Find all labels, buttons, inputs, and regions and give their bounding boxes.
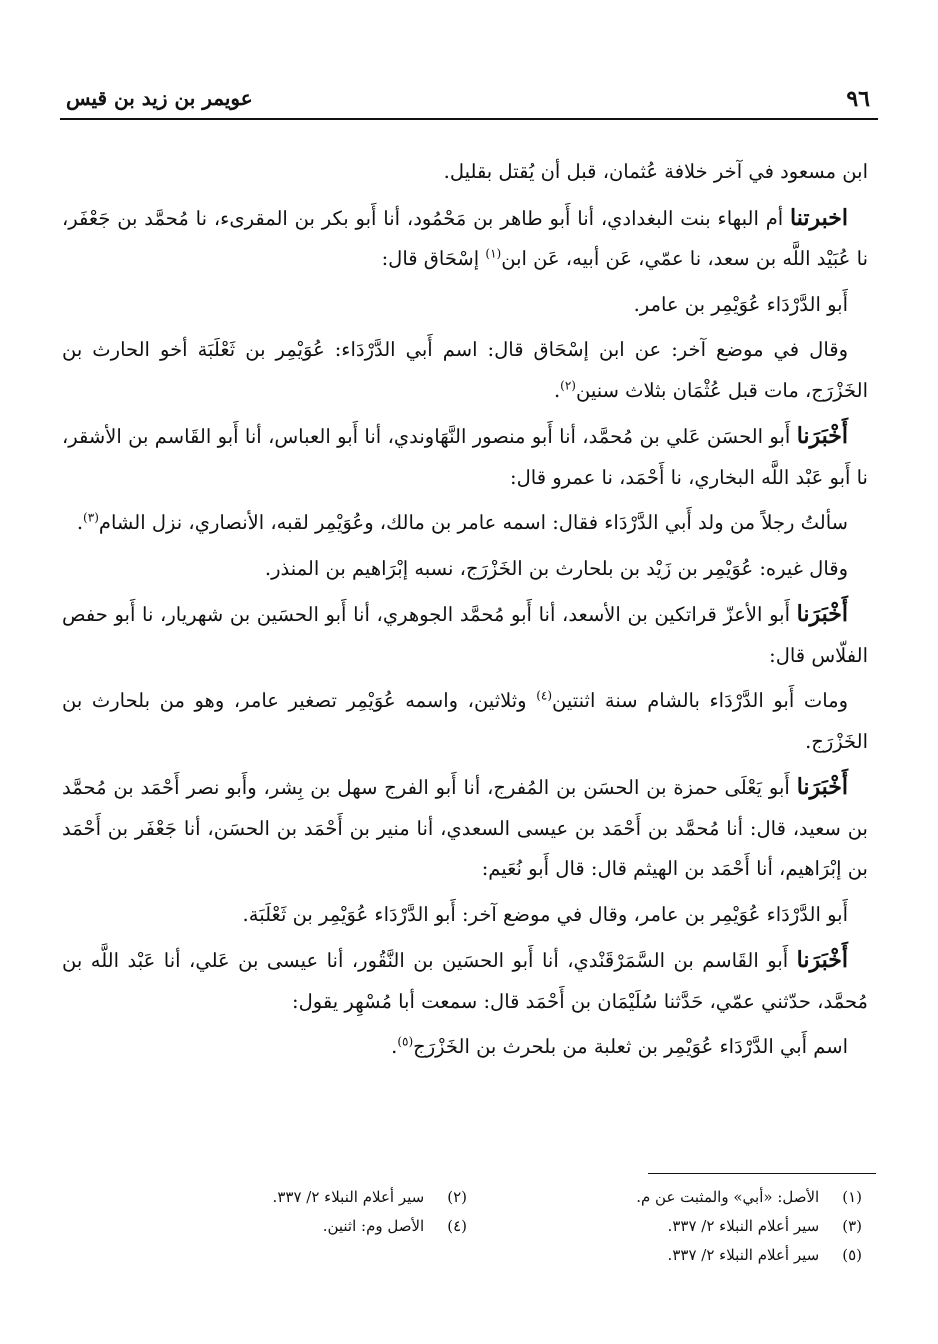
paragraph-12-text: أَبو القَاسم بن السَّمَرْقَنْدي، أنا أَبو الحسَين بن النَّقُور، أنا عيسى بن عَلي، أنا عَبْد اللَّه بن مُحمَّد، حدّثني عمّي، حَدَّثنا سُلَيْمَان بن أَحْمَد قال: سمعت أبا مُسْهِر يقول: <box>62 949 868 1013</box>
footnote-4-text: الأصل وم: اثنين. <box>322 1217 425 1235</box>
footnotes-column-right <box>482 1183 862 1270</box>
paragraph-4-tail: . <box>553 378 561 402</box>
paragraph-12 <box>62 940 868 1022</box>
paragraph-7 <box>62 549 868 590</box>
footnote-3 <box>482 1212 862 1241</box>
footnote-ref-2: (٢) <box>560 378 576 392</box>
paragraph-13 <box>62 1027 868 1068</box>
footnote-4 <box>87 1212 467 1241</box>
page-number: ٩٦ <box>846 86 870 112</box>
paragraph-6-tail: . <box>76 511 84 534</box>
paragraph-11 <box>62 895 868 936</box>
footnote-1-number: (١) <box>842 1188 862 1206</box>
footnote-ref-1: (١) <box>485 246 502 261</box>
paragraph-2-text: أم البهاء بنت البغدادي، أنا أَبو طاهر بن مَحْمُود، أنا أَبو بكر بن المقرىء، نا مُحمَّد بن جَعْفَر، نا عُبَيْد اللَّه بن سعد، نا عمّي، عَن أبيه، عَن ابن <box>62 206 868 270</box>
footnote-1 <box>482 1183 862 1212</box>
paragraph-9-tail: وثلاثين، واسمه عُوَيْمِر تصغير عامر، وهو من بلحارث بن الخَزْرَج. <box>62 689 868 753</box>
footnote-2-number: (٢) <box>447 1188 467 1206</box>
footnote-ref-3: (٣) <box>83 510 99 525</box>
paragraph-6 <box>62 503 868 544</box>
header-rule <box>60 118 878 120</box>
paragraph-10-text: أَبو يَعْلَى حمزة بن الحسَن بن المُفرج، أنا أَبو الفرج سهل بن بِشر، وأَبو نصر أَحْمَد بن مُحمَّد بن سعيد، قال: أنا مُحمَّد بن أَحْمَد بن عيسى السعدي، أنا منير بن أَحْمَد بن الحسَن، أنا جَعْفَر بن أَحْمَد بن إبْرَاهيم، أنا أَحْمَد بن الهيثم قال: قال أَبو نُعَيم: <box>62 776 868 880</box>
footnote-ref-5: (٥) <box>397 1034 414 1049</box>
footnote-ref-4: (٤) <box>536 688 553 703</box>
paragraph-9-text: ومات أَبو الدَّرْدَاء بالشام سنة اثنتين <box>552 689 849 712</box>
footnote-5-text: سير أعلام النبلاء ٢/ ٣٣٧. <box>667 1246 820 1264</box>
footnote-3-number: (٣) <box>842 1217 862 1235</box>
paragraph-4-text: وقال في موضع آخر: عن ابن إسْحَاق قال: اسم أَبي الدَّرْدَاء: عُوَيْمِر بن ثَعْلَبَة أخو الحارث بن الخَزْرَج، مات قبل عُثْمَان بثلاث سنين <box>62 338 868 402</box>
paragraph-2 <box>62 198 868 280</box>
paragraph-8-text: أَبو الأعزّ قراتكين بن الأسعد، أنا أَبو مُحمَّد الجوهري، أنا أَبو الحسَين بن شهريار، نا أَبو حفص الفلّاس قال: <box>62 603 868 667</box>
isnad-lead-word: أَخْبَرَنا <box>796 774 849 800</box>
paragraph-3 <box>62 285 868 326</box>
footnote-4-number: (٤) <box>447 1217 467 1235</box>
footnote-5 <box>482 1241 862 1270</box>
footnote-2-text: سير أعلام النبلاء ٢/ ٣٣٧. <box>272 1188 425 1206</box>
footnote-3-text: سير أعلام النبلاء ٢/ ٣٣٧. <box>667 1217 820 1235</box>
footnotes-column-left <box>87 1183 467 1241</box>
isnad-lead-word: أَخْبَرَنا <box>796 601 848 627</box>
paragraph-6-text: سألتُ رجلاً من ولد أَبي الدَّرْدَاء فقال: اسمه عامر بن مالك، وعُوَيْمِر لقبه، الأنصاري، نزل الشام <box>98 511 848 534</box>
isnad-lead-word: اخبرتنا <box>790 204 848 231</box>
paragraph-13-text: اسم أَبي الدَّرْدَاء عُوَيْمِر بن ثعلبة من بلحرث بن الخَزْرَج <box>413 1035 848 1058</box>
footnote-2 <box>87 1183 467 1212</box>
paragraph-13-tail: . <box>391 1035 398 1058</box>
paragraph-10 <box>62 767 868 890</box>
paragraph-5 <box>62 416 868 498</box>
paragraph-1 <box>62 152 868 193</box>
main-text <box>62 152 868 1073</box>
paragraph-3-text: أَبو الدَّرْدَاء عُوَيْمِر بن عامر. <box>633 292 848 316</box>
isnad-lead-word: أَخْبَرَنا <box>796 947 848 973</box>
paragraph-5-text: أَبو الحسَن عَلي بن مُحمَّد، أنا أَبو منصور النَّهَاوندي، أنا أَبو العباس، أنا أَبو القَاسم بن الأشقر، نا أَبو عَبْد اللَّه البخاري، نا أَحْمَد، نا عمرو قال: <box>62 425 868 489</box>
paragraph-4 <box>62 330 868 411</box>
paragraph-8 <box>62 594 868 676</box>
paragraph-9 <box>62 681 868 762</box>
footnote-5-number: (٥) <box>842 1246 862 1264</box>
page-header <box>60 82 878 114</box>
paragraph-7-text: وقال غيره: عُوَيْمِر بن زَيْد بن بلحارث بن الخَزْرَج، نسبه إبْرَاهيم بن المنذر. <box>264 556 848 580</box>
paragraph-1-text: ابن مسعود في آخر خلافة عُثمان، قبل أن يُقتل بقليل. <box>443 160 868 183</box>
paragraph-2-tail: إسْحَاق قال: <box>381 247 480 270</box>
isnad-lead-word: أَخْبَرَنا <box>796 423 849 449</box>
footnote-1-text: الأصل: «أبي» والمثبت عن م. <box>636 1188 820 1206</box>
paragraph-11-text: أَبو الدَّرْدَاء عُوَيْمِر بن عامر، وقال في موضع آخر: أَبو الدَّرْدَاء عُوَيْمِر بن ثَعْلَبَة. <box>242 902 848 926</box>
running-title: عويمر بن زيد بن قيس <box>66 86 253 110</box>
footnote-rule <box>648 1173 876 1174</box>
